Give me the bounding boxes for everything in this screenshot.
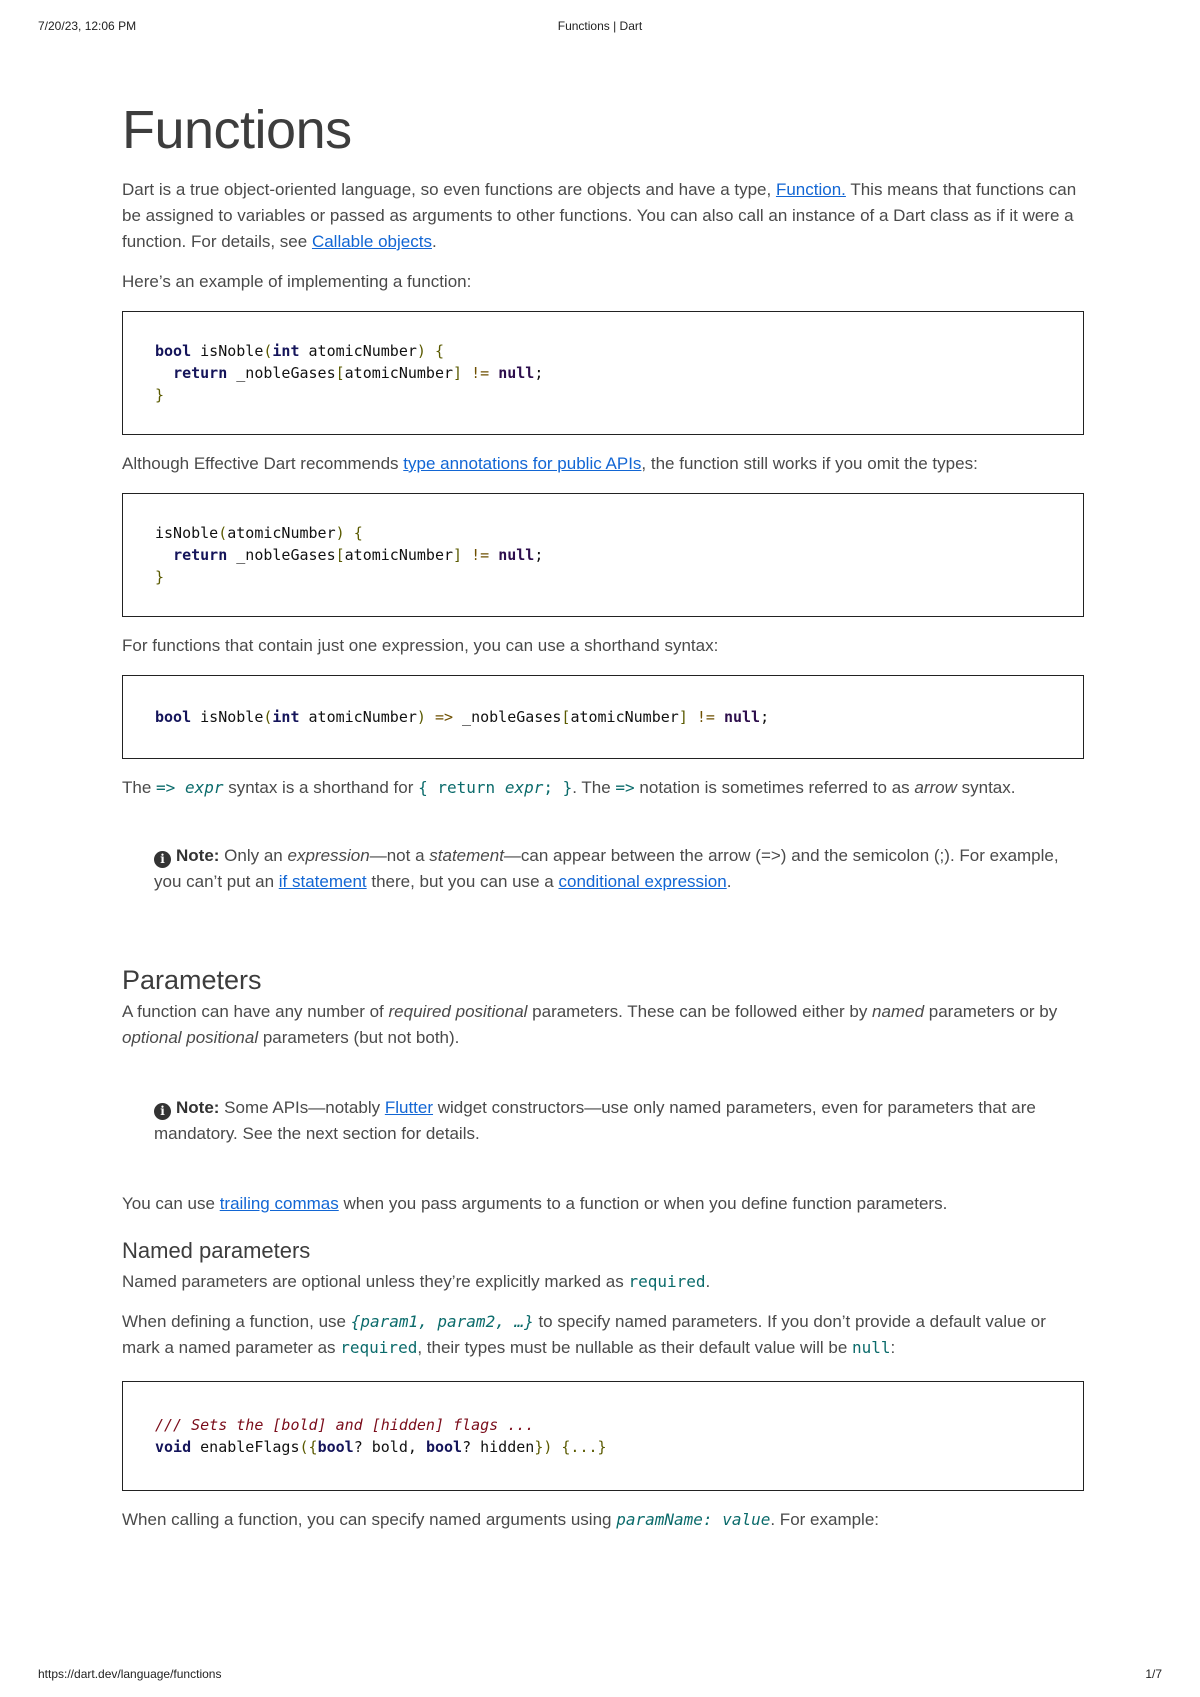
intro-paragraph: Dart is a true object-oriented language, so even functions are objects and have a type, Function. This means that functions can be assigned to variables or passed as arguments to other functions. You can also call an instance of a Dart class as if it were a function. For details, see Callable objects.: [122, 180, 1077, 251]
print-footer: [38, 1667, 1162, 1683]
arrow-syntax-paragraph: The => expr syntax is a shorthand for { return expr; }. The => notation is sometimes referred to as arrow syntax.: [122, 778, 1016, 797]
named-parameters-paragraph: Named parameters are optional unless they’re explicitly marked as required.: [122, 1272, 711, 1291]
inline-code: paramName: value: [616, 1510, 771, 1529]
parameters-paragraph: A function can have any number of required positional parameters. These can be followed either by named parameters or by optional positional parameters (but not both).: [122, 1002, 1058, 1047]
type-annotations-link[interactable]: type annotations for public APIs: [403, 454, 642, 473]
shorthand-intro: For functions that contain just one expression, you can use a shorthand syntax:: [122, 636, 719, 655]
code-line: }: [155, 386, 165, 404]
inline-code: required: [340, 1338, 418, 1357]
print-url: https://dart.dev/language/functions: [38, 1667, 222, 1681]
calling-paragraph: When calling a function, you can specify named arguments using paramName: value. For example:: [122, 1510, 880, 1529]
code-line: bool isNoble(int atomicNumber) {: [155, 342, 444, 360]
note-callout: i Note: Some APIs—notably Flutter widget constructors—use only named parameters, even for parameters that are mandatory. See the next section for details.: [154, 1098, 1036, 1143]
inline-code: { return expr; }: [418, 778, 573, 797]
inline-code: {param1, param2, …}: [350, 1312, 534, 1331]
flutter-link[interactable]: Flutter: [384, 1098, 434, 1117]
parameters-heading: Parameters: [122, 965, 262, 995]
inline-code: => expr: [156, 778, 224, 797]
inline-code: required: [628, 1272, 706, 1291]
code-block-enable-flags: [122, 1381, 1084, 1491]
code-line: /// Sets the [bold] and [hidden] flags ...: [155, 1416, 535, 1434]
code-line: return _nobleGases[atomicNumber] != null;: [173, 364, 544, 382]
code-line: bool isNoble(int atomicNumber) => _nobleGases[atomicNumber] != null;: [155, 708, 770, 726]
print-page-title: Functions | Dart: [557, 19, 643, 33]
page-title: Functions: [122, 100, 352, 160]
code-block-untyped: [122, 493, 1084, 617]
if-statement-link[interactable]: if statement: [278, 872, 367, 891]
function-link[interactable]: Function.: [775, 180, 846, 199]
code-block-arrow: [122, 675, 1084, 759]
code-line: void enableFlags({bool? bold, bool? hidden}) {...}: [155, 1438, 607, 1456]
named-parameters-heading: Named parameters: [122, 1238, 311, 1263]
info-icon: i: [154, 1103, 171, 1120]
trailing-commas-link[interactable]: trailing commas: [219, 1194, 339, 1213]
code-line: isNoble(atomicNumber) {: [155, 524, 363, 542]
print-header: [38, 19, 1162, 35]
main-content: [122, 95, 1084, 1533]
inline-code: null: [852, 1338, 891, 1357]
print-page-number: 1/7: [1145, 1667, 1162, 1681]
info-icon: i: [154, 851, 171, 868]
code-line: }: [155, 568, 165, 586]
note-callout: i Note: Only an expression—not a statement—can appear between the arrow (=>) and the semicolon (;). For example, you can’t put an if statement there, but you can use a conditional expression.: [154, 846, 1059, 891]
callable-objects-link[interactable]: Callable objects: [311, 232, 432, 251]
trailing-commas-paragraph: You can use trailing commas when you pass arguments to a function or when you define function parameters.: [122, 1194, 948, 1213]
example-intro: Here’s an example of implementing a function:: [122, 272, 472, 291]
code-block-is-noble: [122, 311, 1084, 435]
print-datetime: 7/20/23, 12:06 PM: [38, 19, 137, 33]
omit-types-paragraph: Although Effective Dart recommends type annotations for public APIs, the function still works if you omit the types:: [122, 454, 978, 473]
code-line: return _nobleGases[atomicNumber] != null;: [173, 546, 544, 564]
inline-code: =>: [615, 778, 635, 797]
named-definition-paragraph: When defining a function, use {param1, param2, …} to specify named parameters. If you don’t provide a default value or mark a named parameter as required, their types must be nullable as their default value will be null:: [122, 1312, 1046, 1357]
conditional-expression-link[interactable]: conditional expression: [558, 872, 727, 891]
